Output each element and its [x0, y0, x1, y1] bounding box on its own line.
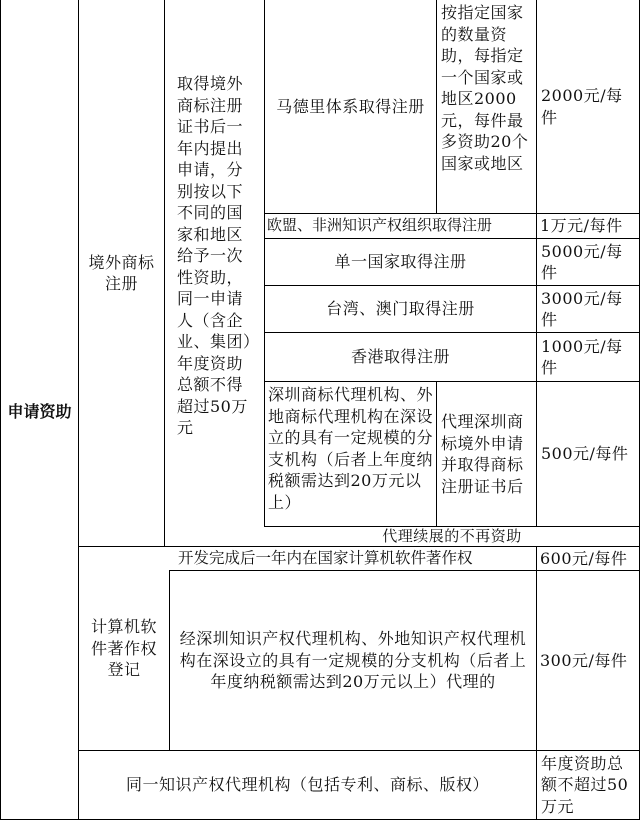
agency-cap-item: 同一知识产权代理机构（包括专利、商标、版权） — [125, 775, 489, 795]
trademark-item-single-country: 单一国家取得注册 — [334, 252, 467, 272]
trademark-amount-agency: 500元/每件 — [541, 444, 629, 464]
trademark-amount-taiwan-macau: 3000元/每件 — [541, 288, 623, 329]
trademark-item-taiwan-macau: 台湾、澳门取得注册 — [326, 299, 475, 319]
software-item-agency: 经深圳知识产权代理机构、外地知识产权代理机构在深设立的具有一定规模的分支机构（后者上年度纳税额需达到20万元以上）代理的 — [179, 629, 527, 692]
trademark-amount-madrid: 2000元/每件 — [541, 86, 623, 127]
trademark-item-hong-kong: 香港取得注册 — [350, 347, 450, 367]
trademark-item-madrid: 马德里体系取得注册 — [276, 96, 425, 116]
trademark-amount-single-country: 5000元/每件 — [541, 241, 623, 282]
software-item-self-developed: 开发完成后一年内在国家计算机软件著作权 — [178, 548, 473, 567]
group-label-trademark: 境外商标注册 — [88, 252, 155, 293]
trademark-item-eu-africa: 欧盟、非洲知识产权组织取得注册 — [267, 216, 493, 235]
trademark-amount-hong-kong: 1000元/每件 — [541, 336, 623, 377]
software-amount-self-developed: 600元/每件 — [540, 548, 628, 568]
trademark-condition: 取得境外商标注册证书后一年内提出申请，分别按以下不同的国家和地区给予一次性资助，同一申请人（含企业、集团）年度资助总额不得超过50万元 — [177, 74, 252, 438]
software-amount-agency: 300元/每件 — [540, 650, 628, 670]
trademark-item-agency: 深圳商标代理机构、外地商标代理机构在深设立的具有一定规模的分支机构（后者上年度纳税额需达到20万元以上） — [268, 385, 434, 512]
trademark-note-madrid: 按指定国家的数量资助，每指定一个国家或地区2000元，每件最多资助20个国家或地区 — [441, 3, 529, 173]
section-title: 申请资助 — [7, 401, 72, 421]
trademark-note-agency: 代理深圳商标境外申请并取得商标注册证书后 — [441, 412, 524, 496]
agency-cap-amount: 年度资助总额不超过50万元 — [541, 753, 629, 816]
trademark-renewal-note: 代理续展的不再资助 — [382, 526, 522, 545]
trademark-amount-eu-africa: 1万元/每件 — [540, 216, 623, 236]
group-label-software: 计算机软件著作权登记 — [90, 617, 157, 680]
